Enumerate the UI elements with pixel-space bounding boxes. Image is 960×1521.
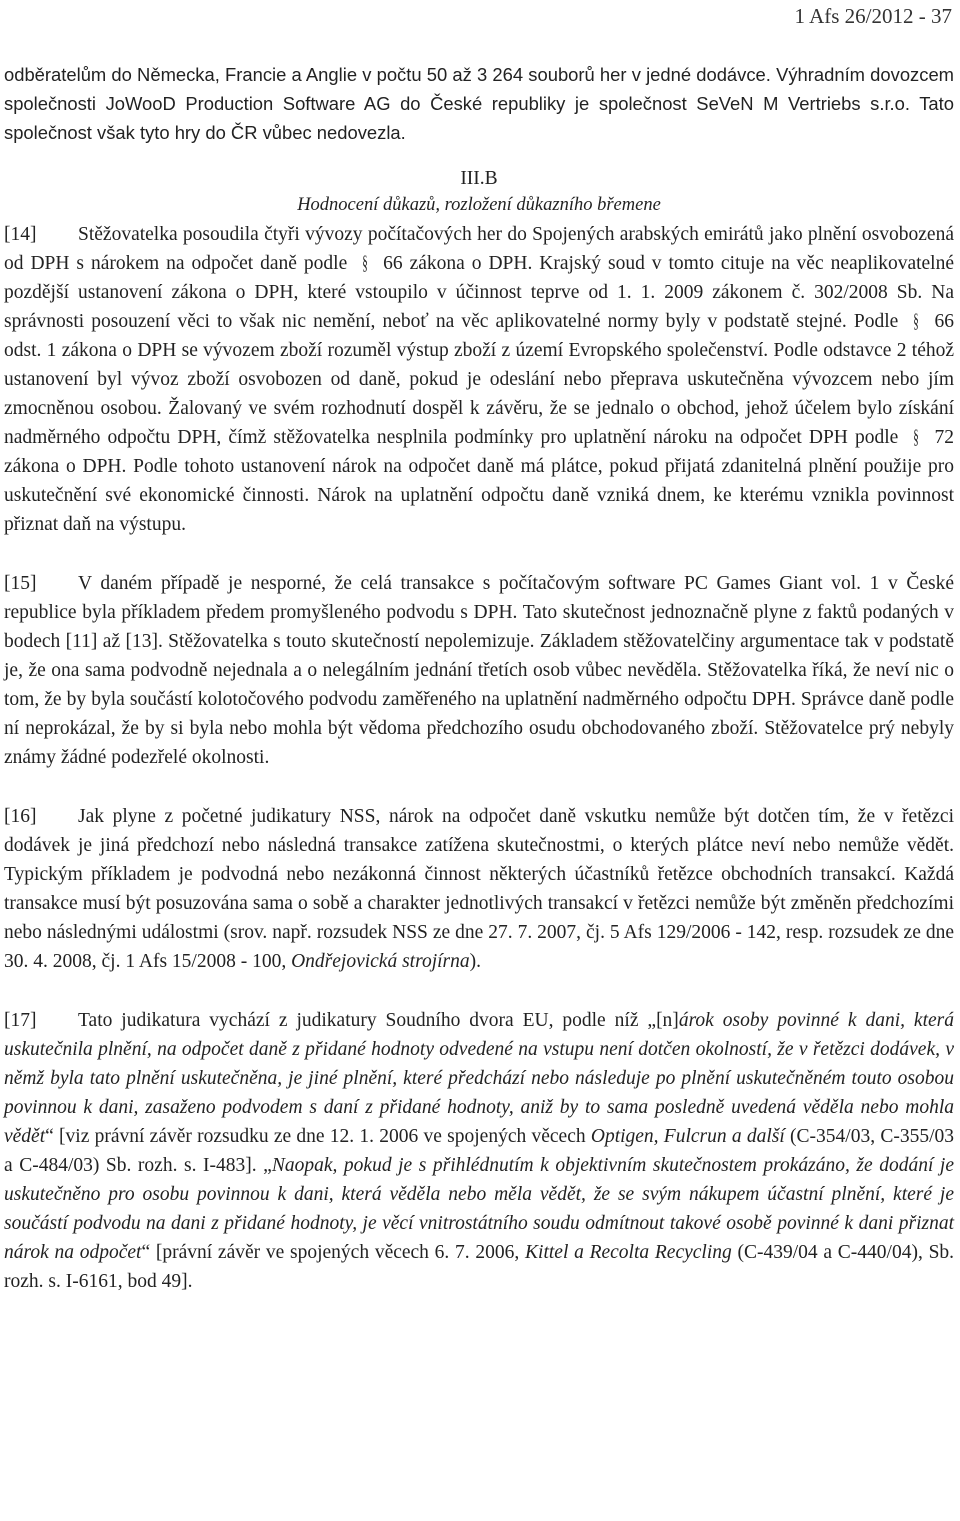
paragraph-text: V daném případě je nesporné, že celá transakce s počítačovým software PC Games Giant vol. 1 v České republice byla příkladem předem promyšleného podvodu s DPH. Tato skutečnost jednoznačně plyne z faktů podaných v bodech [11] až [13]. Stěžovatelka s touto skutečností nepolemizuje. Základem stěžovatelčiny argumentace tak v podstatě je, že ona sama podvodně nejednala a o nelegálním jednání třetích osob vůbec nevěděla. Stěžovatelka říká, že neví nic o tom, že by byla součástí kolotočového podvodu zaměřeného na uplatnění nadměrného odpočtu DPH. Správce daně podle ní neprokázal, že by si byla nebo mohla být vědoma předchozího osudu obchodovaného zboží. Stěžovatelce prý nebyly známy žádné podezřelé okolnosti. [4,573,954,768]
paragraph-text: ). [469,951,481,972]
paragraph-text: (C-439/04 a C-440/04), Sb. rozh. s. I-6161, bod 49]. [4,1242,955,1292]
paragraph-text: (C-354/03, C-355/03 a C-484/03) Sb. rozh. s. I-483]. „ [4,1126,954,1176]
paragraph-14 [4,220,954,539]
section-sign: § [362,252,368,274]
paragraph-text: 66 zákona o DPH. Krajský soud v tomto cituje na věc neaplikovatelné pozdější ustanovení zákona o DPH, které vstoupilo v účinnost teprve od 1. 1. 2009 zákonem č. 302/2008 Sb. Na správnosti posouzení věci to však nic nemění, neboť na věc aplikovatelné normy byly v podstatě stejné. Podle [4,253,955,332]
paragraph-text: “ [právní závěr ve spojených věcech 6. 7. 2006, [141,1242,520,1263]
paragraph-text: “ [viz právní závěr rozsudku ze dne 12. 1. 2006 ve spojených věcech [45,1126,586,1147]
section-number: III.B [460,168,498,189]
paragraph-text: Tato judikatura vychází z judikatury Soudního dvora EU, podle níž „[n] [78,1010,679,1031]
quotation: árok osoby povinné k dani, která uskutečnila plnění, na odpočet daně z přidané hodnoty odvedené na vstupu není dotčen okolností, že v řetězci dodávek, v němž byla tato plnění uskutečněna, je jiné plnění, které předchází nebo následuje po plnění uskutečněném touto osobou povinnou k dani, zasaženo podvodem s daní z přidané hodnoty, aniž by to sama posledně uvedená věděla nebo mohla vědět [4,1010,955,1147]
paragraph-text: Stěžovatelka posoudila čtyři vývozy počítačových her do Spojených arabských emirátů jako plnění osvobozená od DPH s nárokem na odpočet daně podle [4,224,954,274]
quotation: Naopak, pokud je s přihlédnutím k objektivním skutečnostem prokázáno, že dodání je uskutečněno pro osobu povinnou k dani, která věděla nebo měla vědět, že se svým nákupem účastní plnění, které je součástí podvodu na dani z přidané hodnoty, je věcí vnitrostátního soudu odmítnout takové osobě povinné k dani přiznat nárok na odpočet [4,1155,954,1263]
paragraph-text: 72 zákona o DPH. Podle tohoto ustanovení nárok na odpočet daně má plátce, pokud přijatá zdanitelná plnění použije pro uskutečnění své ekonomické činnosti. Nárok na uplatnění odpočtu daně vzniká dnem, ke kterému vznikla povinnost přiznat daň na výstupu. [4,427,955,535]
case-name: Optigen, Fulcrun a další [590,1126,785,1147]
paragraph-number: [17] [4,1010,37,1031]
paragraph-number: [14] [4,224,37,245]
case-name: Kittel a Recolta Recycling [525,1242,732,1263]
paragraph-text: 66 odst. 1 zákona o DPH se vývozem zboží rozuměl výstup zboží z území Evropského společenství. Podle odstavce 2 téhož ustanovení byl vývoz zboží osvobozen od daně, pokud je odeslání nebo přeprava uskutečněna vývozcem nebo jím zmocněnou osobou. Žalovaný ve svém rozhodnutí dospěl k závěru, že se jednalo o obchod, jehož účelem bylo získání nadměrného odpočtu DPH, čímž stěžovatelka nesplnila podmínky pro uplatnění nároku na odpočet DPH podle [4,311,954,448]
section-sign: § [913,310,920,332]
section-title: Hodnocení důkazů, rozložení důkazního břemene [297,195,661,215]
paragraph-15 [4,569,954,772]
section-sign: § [913,426,920,448]
document-body [4,60,954,1296]
paragraph-16 [4,802,954,976]
paragraph-17 [4,1006,954,1296]
case-name: Ondřejovická strojírna [291,951,470,972]
intro-paragraph: odběratelům do Německa, Francie a Anglie v počtu 50 až 3 264 souborů her v jedné dodávce. Výhradním dovozcem společnosti JoWooD Production Software AG do České republiky je společnost SeVeN M Vertriebs s.r.o. Tato společnost však tyto hry do ČR vůbec nedovezla. [4,64,954,143]
paragraph-text: Jak plyne z početné judikatury NSS, nárok na odpočet daně vskutku nemůže být dotčen tím, že v řetězci dodávek je jiná předchozí nebo následná transakce zatížena skutečnostmi, o kterých plátce neví nebo nemůže vědět. Typickým příkladem je podvodná nebo nezákonná činnost některých účastníků řetězce obchodních transakcí. Každá transakce musí být posuzována sama o sobě a charakter jednotlivých transakcí v řetězci nemůže být změněn předchozími nebo následnými událostmi (srov. např. rozsudek NSS ze dne 27. 7. 2007, čj. 5 Afs 129/2006 - 142, resp. rozsudek ze dne 30. 4. 2008, čj. 1 Afs 15/2008 - 100, [4,806,954,972]
paragraph-number: [16] [4,806,37,827]
case-reference: 1 Afs 26/2012 - 37 [794,4,952,28]
paragraph-number: [15] [4,573,37,594]
